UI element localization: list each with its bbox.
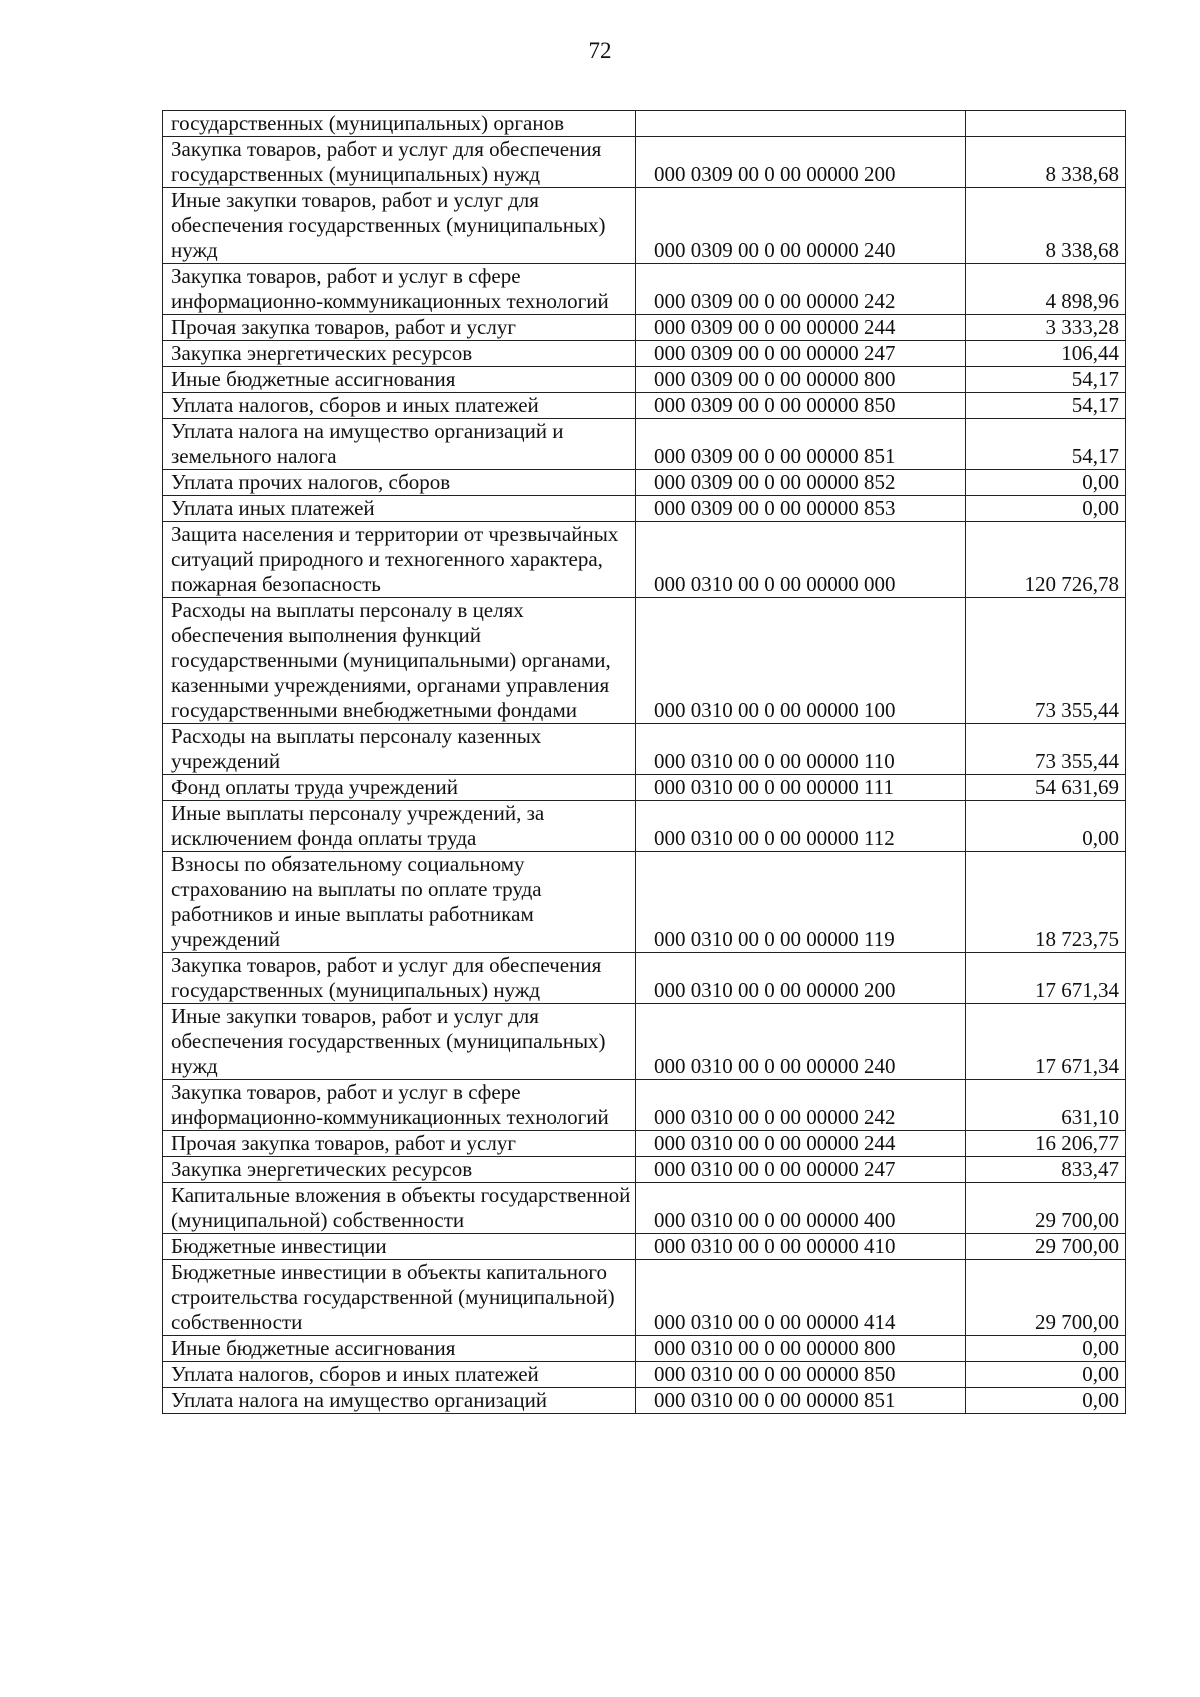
budget-code-cell: 000 0309 00 0 00 00000 853: [636, 496, 966, 522]
table-row: [163, 496, 1126, 522]
expense-name-cell: Бюджетные инвестиции в объекты капитального строительства государственной (муниципальной) собственности: [163, 1260, 636, 1336]
expense-name-cell: Закупка энергетических ресурсов: [163, 341, 636, 367]
table-row: [163, 393, 1126, 419]
amount-cell: 0,00: [966, 496, 1126, 522]
amount-cell: 3 333,28: [966, 315, 1126, 341]
amount-cell: 54 631,69: [966, 775, 1126, 801]
expense-name-cell: Прочая закупка товаров, работ и услуг: [163, 315, 636, 341]
amount-cell: 0,00: [966, 470, 1126, 496]
table-row: [163, 775, 1126, 801]
table-row: [163, 188, 1126, 264]
amount-cell: 8 338,68: [966, 188, 1126, 264]
amount-cell: 0,00: [966, 1362, 1126, 1388]
amount-cell: 29 700,00: [966, 1234, 1126, 1260]
budget-code-cell: 000 0309 00 0 00 00000 240: [636, 188, 966, 264]
table-row: [163, 1004, 1126, 1080]
table-row: [163, 367, 1126, 393]
amount-cell: 73 355,44: [966, 598, 1126, 724]
expense-name-cell: Иные закупки товаров, работ и услуг для обеспечения государственных (муниципальных) нужд: [163, 1004, 636, 1080]
expense-name-cell: Уплата налогов, сборов и иных платежей: [163, 1362, 636, 1388]
expense-name-cell: Иные закупки товаров, работ и услуг для обеспечения государственных (муниципальных) нужд: [163, 188, 636, 264]
table-row: [163, 522, 1126, 598]
amount-cell: 54,17: [966, 367, 1126, 393]
amount-cell: 29 700,00: [966, 1183, 1126, 1234]
table-row: [163, 1080, 1126, 1131]
expense-name-cell: Закупка товаров, работ и услуг в сфере информационно-коммуникационных технологий: [163, 264, 636, 315]
table-row: [163, 1336, 1126, 1362]
table-row: [163, 953, 1126, 1004]
amount-cell: 833,47: [966, 1157, 1126, 1183]
table-row: [163, 801, 1126, 852]
expense-name-cell: Расходы на выплаты персоналу казенных учреждений: [163, 724, 636, 775]
expense-name-cell: Закупка товаров, работ и услуг для обеспечения государственных (муниципальных) нужд: [163, 137, 636, 188]
table-row: [163, 1260, 1126, 1336]
expense-name-cell: Иные бюджетные ассигнования: [163, 1336, 636, 1362]
expense-name-cell: Закупка энергетических ресурсов: [163, 1157, 636, 1183]
expense-name-cell: Прочая закупка товаров, работ и услуг: [163, 1131, 636, 1157]
table-row: [163, 470, 1126, 496]
budget-code-cell: 000 0309 00 0 00 00000 242: [636, 264, 966, 315]
budget-table-body: [163, 111, 1126, 1414]
table-row: [163, 1362, 1126, 1388]
table-row: [163, 598, 1126, 724]
budget-code-cell: 000 0310 00 0 00 00000 119: [636, 852, 966, 953]
budget-code-cell: 000 0310 00 0 00 00000 100: [636, 598, 966, 724]
budget-code-cell: 000 0310 00 0 00 00000 247: [636, 1157, 966, 1183]
budget-code-cell: 000 0310 00 0 00 00000 851: [636, 1388, 966, 1414]
amount-cell: 16 206,77: [966, 1131, 1126, 1157]
expense-name-cell: Расходы на выплаты персоналу в целях обеспечения выполнения функций государственными (муниципальными) органами, казенными учреждениями, органами управления государственными внебюджетными фондами: [163, 598, 636, 724]
expense-name-cell: Уплата налога на имущество организаций и земельного налога: [163, 419, 636, 470]
expense-name-cell: Уплата прочих налогов, сборов: [163, 470, 636, 496]
expense-name-cell: Капитальные вложения в объекты государственной (муниципальной) собственности: [163, 1183, 636, 1234]
budget-table: [162, 110, 1126, 1414]
budget-code-cell: [636, 111, 966, 137]
expense-name-cell: Уплата налога на имущество организаций: [163, 1388, 636, 1414]
budget-code-cell: 000 0310 00 0 00 00000 244: [636, 1131, 966, 1157]
budget-code-cell: 000 0310 00 0 00 00000 410: [636, 1234, 966, 1260]
amount-cell: 54,17: [966, 419, 1126, 470]
budget-code-cell: 000 0309 00 0 00 00000 852: [636, 470, 966, 496]
amount-cell: 54,17: [966, 393, 1126, 419]
budget-code-cell: 000 0309 00 0 00 00000 247: [636, 341, 966, 367]
table-row: [163, 852, 1126, 953]
amount-cell: 106,44: [966, 341, 1126, 367]
budget-code-cell: 000 0310 00 0 00 00000 240: [636, 1004, 966, 1080]
table-row: [163, 137, 1126, 188]
amount-cell: 0,00: [966, 801, 1126, 852]
budget-code-cell: 000 0310 00 0 00 00000 242: [636, 1080, 966, 1131]
amount-cell: 0,00: [966, 1336, 1126, 1362]
expense-name-cell: Взносы по обязательному социальному страхованию на выплаты по оплате труда работников и иные выплаты работникам учреждений: [163, 852, 636, 953]
amount-cell: 631,10: [966, 1080, 1126, 1131]
expense-name-cell: Бюджетные инвестиции: [163, 1234, 636, 1260]
budget-code-cell: 000 0310 00 0 00 00000 414: [636, 1260, 966, 1336]
budget-code-cell: 000 0309 00 0 00 00000 850: [636, 393, 966, 419]
budget-code-cell: 000 0309 00 0 00 00000 244: [636, 315, 966, 341]
budget-code-cell: 000 0310 00 0 00 00000 400: [636, 1183, 966, 1234]
budget-code-cell: 000 0309 00 0 00 00000 200: [636, 137, 966, 188]
amount-cell: 120 726,78: [966, 522, 1126, 598]
expense-name-cell: Закупка товаров, работ и услуг в сфере информационно-коммуникационных технологий: [163, 1080, 636, 1131]
budget-code-cell: 000 0310 00 0 00 00000 111: [636, 775, 966, 801]
table-row: [163, 264, 1126, 315]
expense-name-cell: Защита населения и территории от чрезвычайных ситуаций природного и техногенного характера, пожарная безопасность: [163, 522, 636, 598]
expense-name-cell: Иные выплаты персоналу учреждений, за исключением фонда оплаты труда: [163, 801, 636, 852]
budget-code-cell: 000 0310 00 0 00 00000 800: [636, 1336, 966, 1362]
budget-code-cell: 000 0310 00 0 00 00000 000: [636, 522, 966, 598]
budget-code-cell: 000 0310 00 0 00 00000 112: [636, 801, 966, 852]
expense-name-cell: Закупка товаров, работ и услуг для обеспечения государственных (муниципальных) нужд: [163, 953, 636, 1004]
amount-cell: 0,00: [966, 1388, 1126, 1414]
amount-cell: 17 671,34: [966, 953, 1126, 1004]
table-row: [163, 1183, 1126, 1234]
table-row: [163, 1131, 1126, 1157]
expense-name-cell: государственных (муниципальных) органов: [163, 111, 636, 137]
amount-cell: 8 338,68: [966, 137, 1126, 188]
expense-name-cell: Уплата иных платежей: [163, 496, 636, 522]
table-row: [163, 1388, 1126, 1414]
table-row: [163, 341, 1126, 367]
amount-cell: 29 700,00: [966, 1260, 1126, 1336]
table-row: [163, 1234, 1126, 1260]
budget-code-cell: 000 0309 00 0 00 00000 800: [636, 367, 966, 393]
amount-cell: 73 355,44: [966, 724, 1126, 775]
table-row: [163, 111, 1126, 137]
budget-code-cell: 000 0309 00 0 00 00000 851: [636, 419, 966, 470]
budget-code-cell: 000 0310 00 0 00 00000 200: [636, 953, 966, 1004]
table-row: [163, 315, 1126, 341]
amount-cell: 17 671,34: [966, 1004, 1126, 1080]
table-row: [163, 1157, 1126, 1183]
table-row: [163, 419, 1126, 470]
expense-name-cell: Фонд оплаты труда учреждений: [163, 775, 636, 801]
expense-name-cell: Иные бюджетные ассигнования: [163, 367, 636, 393]
table-row: [163, 724, 1126, 775]
page-number: 72: [588, 38, 612, 63]
budget-code-cell: 000 0310 00 0 00 00000 850: [636, 1362, 966, 1388]
amount-cell: [966, 111, 1126, 137]
amount-cell: 18 723,75: [966, 852, 1126, 953]
budget-code-cell: 000 0310 00 0 00 00000 110: [636, 724, 966, 775]
expense-name-cell: Уплата налогов, сборов и иных платежей: [163, 393, 636, 419]
amount-cell: 4 898,96: [966, 264, 1126, 315]
